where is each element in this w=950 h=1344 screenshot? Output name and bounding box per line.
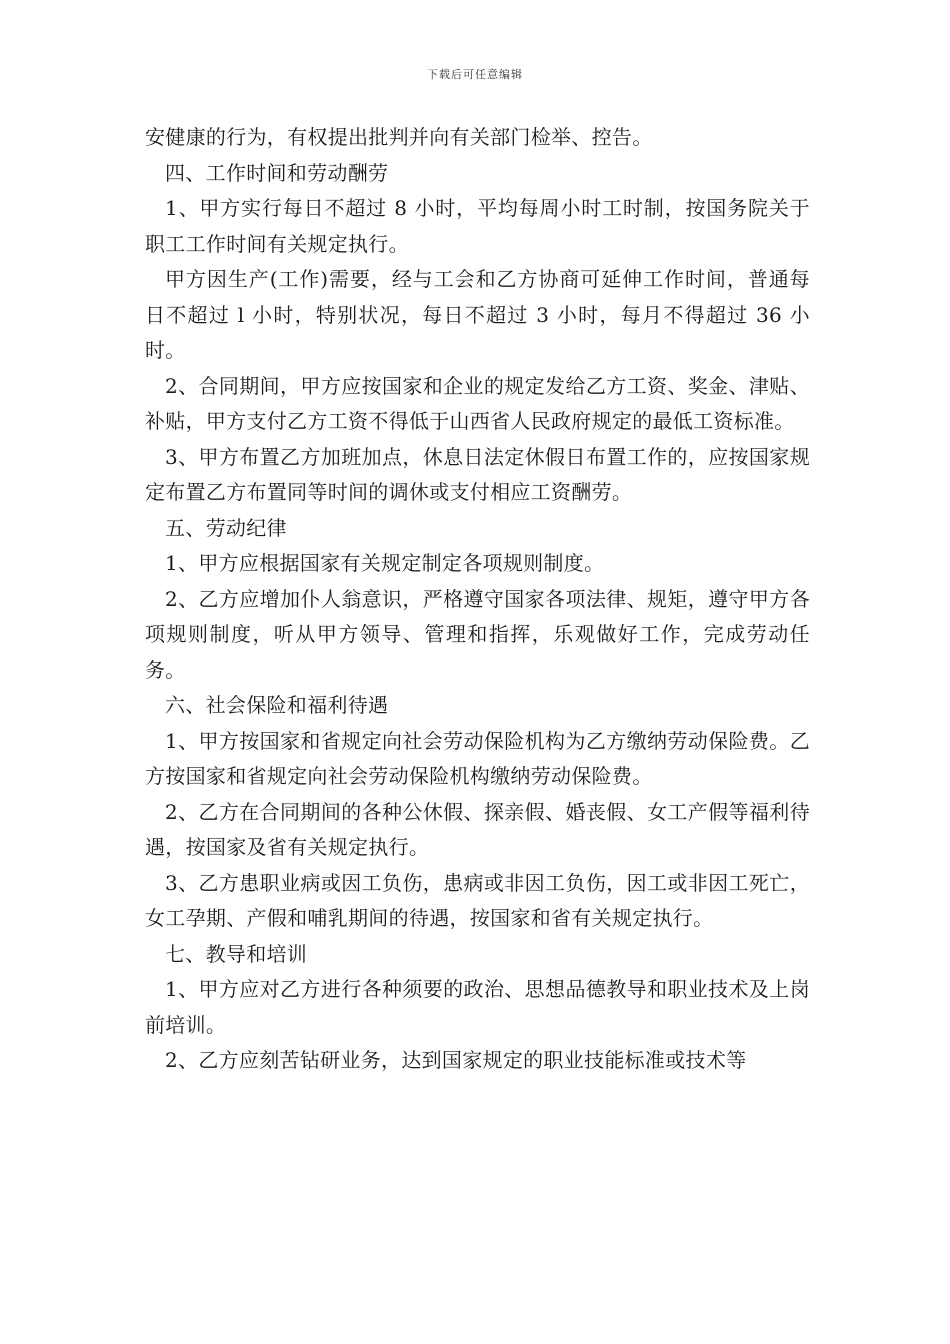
section-heading-7: 七、教导和培训: [165, 941, 308, 966]
paragraph-7: 2、乙方应增加仆人翁意识，严格遵守国家各项法律、规矩，遵守甲方各项规则制度，听从甲方领导、管理和指挥，乐观做好工作，完成劳动任务。: [145, 586, 810, 682]
document-body: [145, 120, 810, 1079]
paragraph-2: 1、甲方实行每日不超过 8 小时，平均每周小时工时制，按国务院关于职工工作时间有关规定执行。: [145, 196, 810, 256]
paragraph-3: 甲方因生产(工作)需要，经与工会和乙方协商可延伸工作时间，普通每日不超过 l 小时，特别状况，每日不超过 3 小时，每月不得超过 36 小时。: [145, 267, 810, 362]
section-heading-5: 五、劳动纪律: [165, 515, 287, 540]
paragraph-10: 3、乙方患职业病或因工负伤，患病或非因工负伤，因工或非因工死亡，女工孕期、产假和哺乳期间的待遇，按国家和省有关规定执行。: [145, 870, 810, 930]
section-heading-4: 四、工作时间和劳动酬劳: [165, 160, 389, 185]
paragraph-11: 1、甲方应对乙方进行各种须要的政治、思想品德教导和职业技术及上岗前培训。: [145, 977, 810, 1037]
page-header: 下载后可任意编辑: [427, 68, 523, 81]
paragraph-12: 2、乙方应刻苦钻研业务，达到国家规定的职业技能标准或技术等: [165, 1048, 747, 1072]
paragraph-4: 2、合同期间，甲方应按国家和企业的规定发给乙方工资、奖金、津贴、补贴，甲方支付乙方工资不得低于山西省人民政府规定的最低工资标准。: [145, 373, 810, 433]
paragraph-6: 1、甲方应根据国家有关规定制定各项规则制度。: [165, 551, 605, 575]
section-heading-6: 六、社会保险和福利待遇: [165, 693, 389, 717]
paragraph-5: 3、甲方布置乙方加班加点，休息日法定休假日布置工作的，应按国家规定布置乙方布置同等时间的调休或支付相应工资酬劳。: [145, 444, 810, 504]
paragraph-8: 1、甲方按国家和省规定向社会劳动保险机构为乙方缴纳劳动保险费。乙方按国家和省规定向社会劳动保险机构缴纳劳动保险费。: [145, 728, 810, 788]
paragraph-1: 安健康的行为，有权提出批判并向有关部门检举、控告。: [145, 125, 653, 149]
paragraph-9: 2、乙方在合同期间的各种公休假、探亲假、婚丧假、女工产假等福利待遇，按国家及省有关规定执行。: [145, 799, 810, 859]
